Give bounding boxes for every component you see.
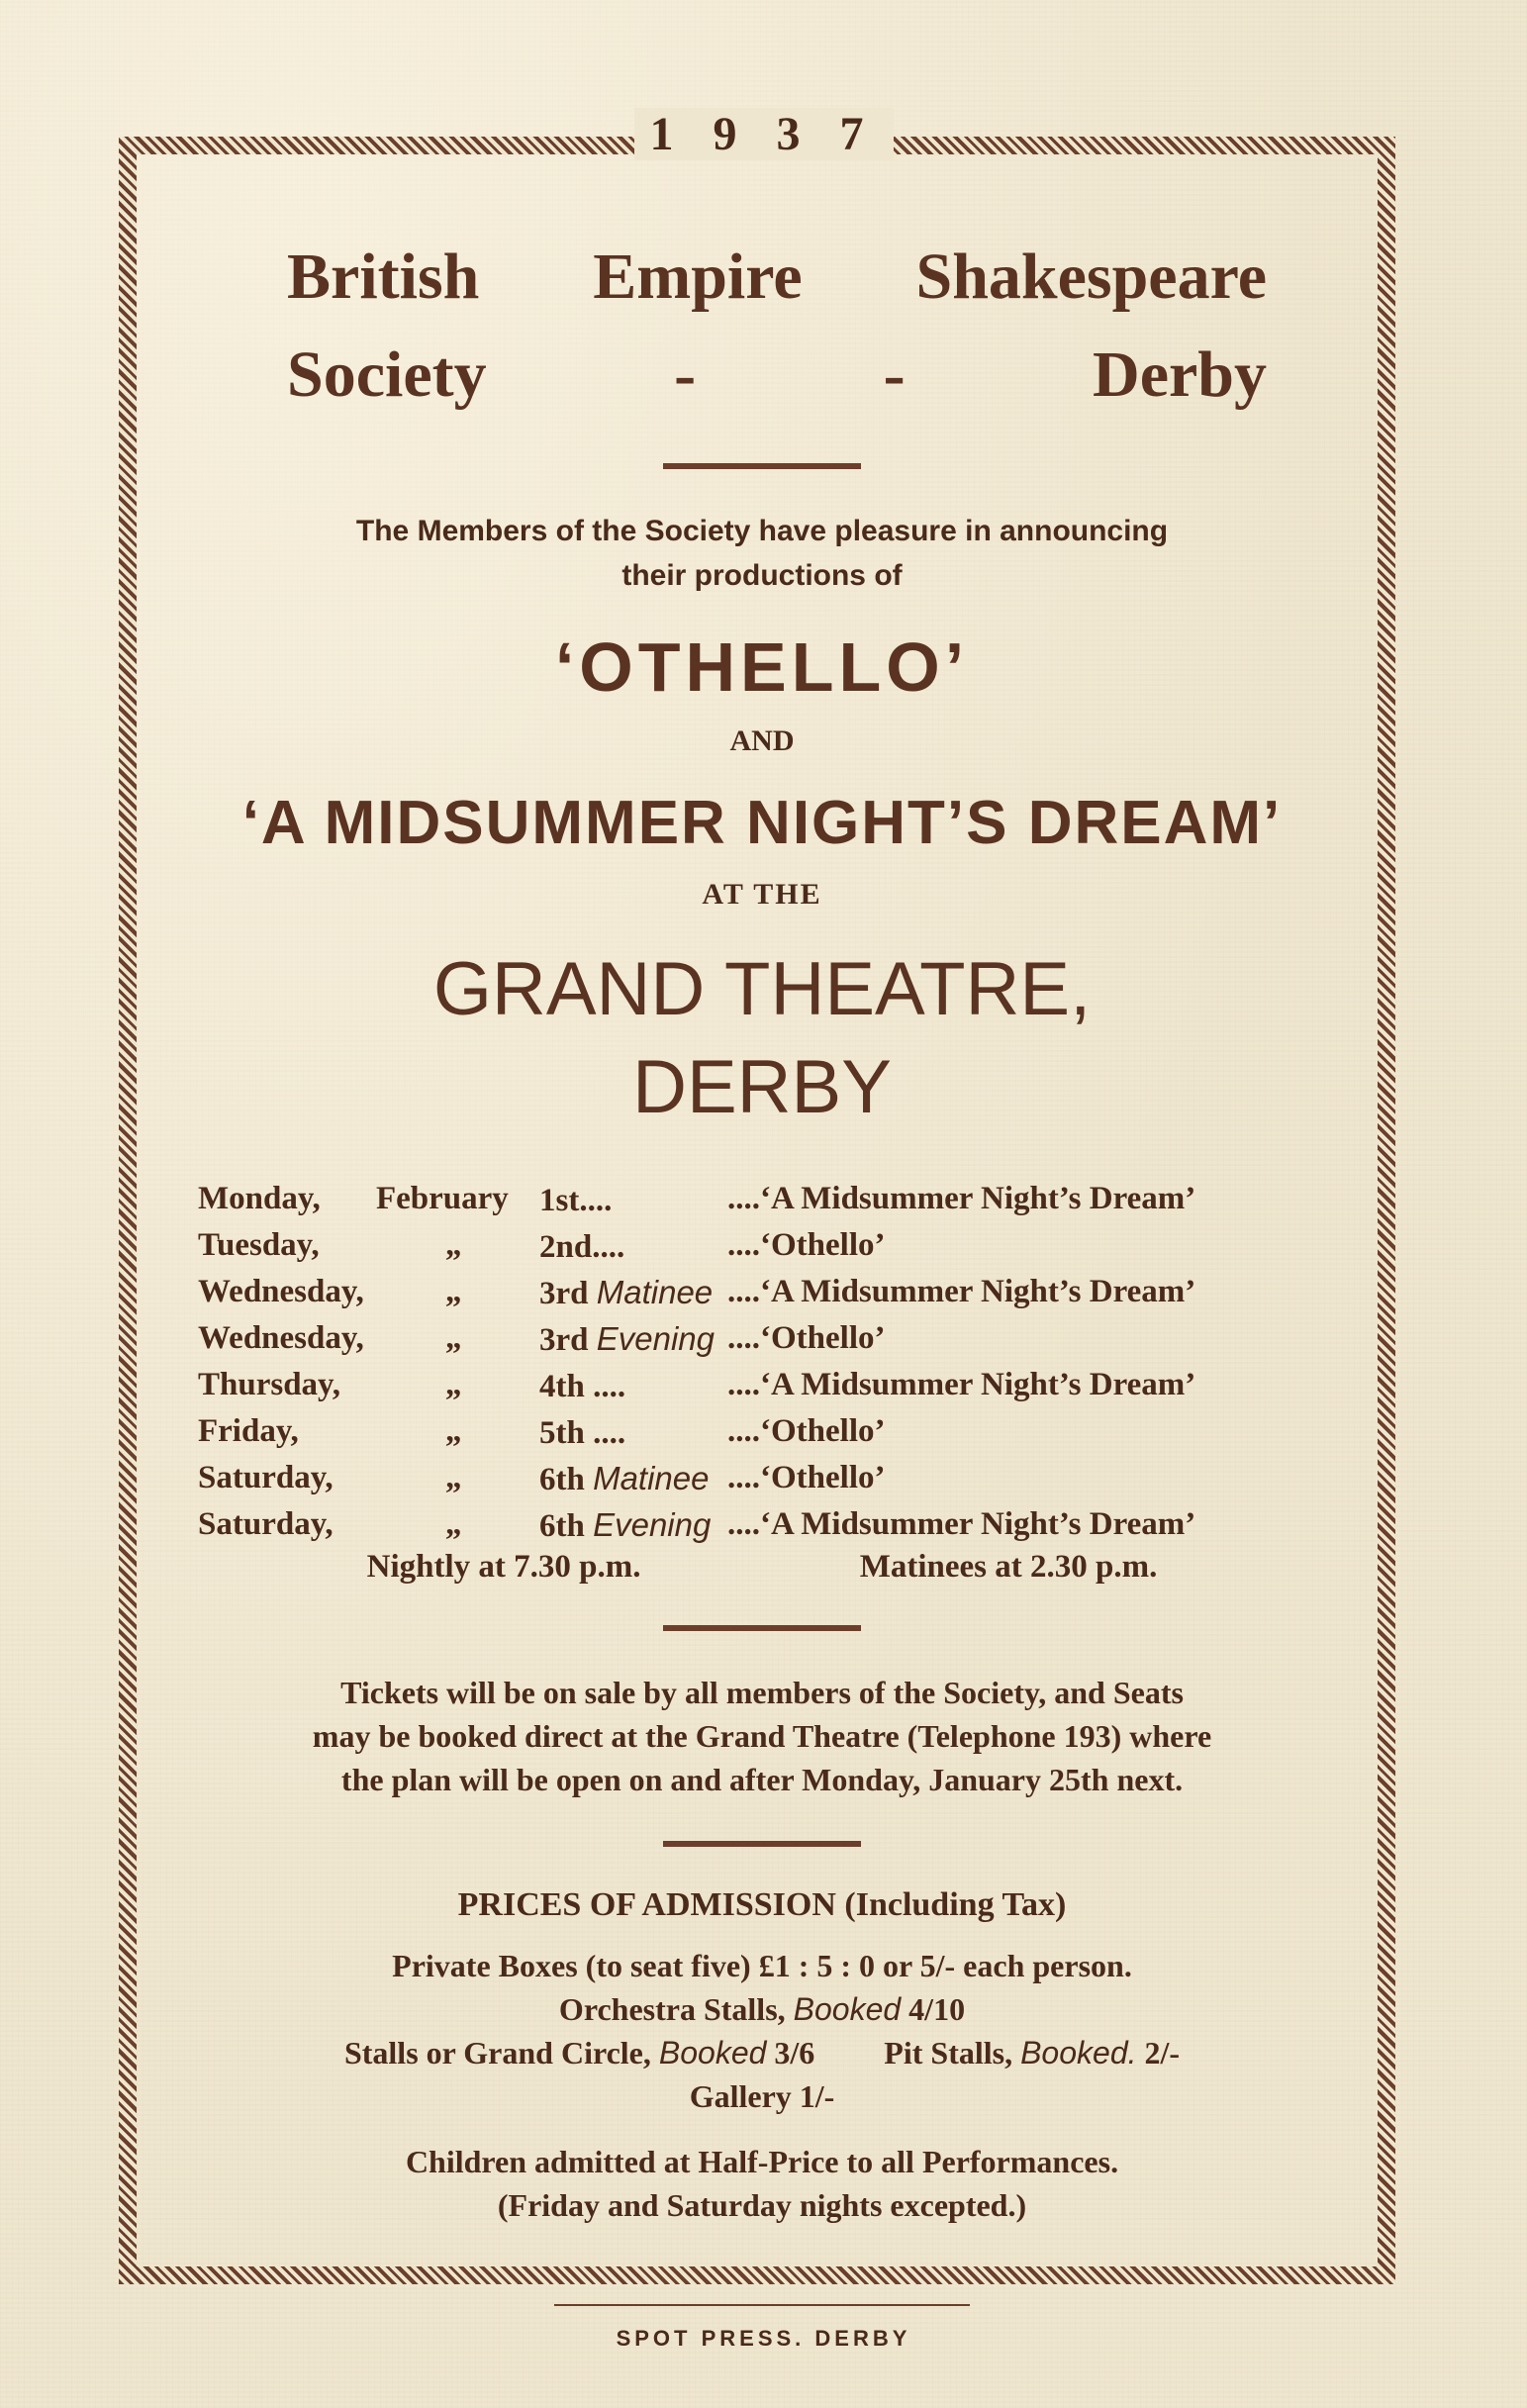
schedule-day: Wednesday,	[198, 1273, 364, 1309]
schedule-month: „	[445, 1505, 462, 1542]
schedule-date: 1st....	[539, 1182, 613, 1218]
year-heading: 1 9 3 7	[0, 107, 1527, 161]
price-boxes: Private Boxes (to seat five) £1 : 5 : 0 or 5/- each person.	[392, 1947, 1132, 1983]
schedule-day: Saturday,	[198, 1459, 334, 1495]
matinee-time: Matinees at 2.30 p.m.	[859, 1548, 1158, 1585]
divider	[663, 463, 861, 469]
title-word: Shakespeare	[915, 241, 1267, 313]
schedule-day: Friday,	[198, 1412, 299, 1449]
schedule-play: ....‘A Midsummer Night’s Dream’	[727, 1505, 1196, 1542]
society-title	[198, 228, 1326, 424]
title-line-1	[198, 228, 1326, 326]
divider	[663, 1625, 861, 1631]
schedule-month: „	[445, 1273, 462, 1309]
schedule-month: „	[445, 1366, 462, 1402]
schedule-month: „	[445, 1459, 462, 1495]
schedule-row	[198, 1223, 1326, 1270]
ticket-info	[198, 1671, 1326, 1801]
price-gallery: Gallery 1/-	[689, 2077, 835, 2114]
theatre-name	[198, 941, 1326, 1137]
schedule-row	[198, 1177, 1326, 1223]
schedule-play: ....‘Othello’	[727, 1226, 886, 1263]
schedule-day: Thursday,	[198, 1366, 340, 1402]
prices-heading: PRICES OF ADMISSION (Including Tax)	[457, 1885, 1067, 1923]
nightly-time: Nightly at 7.30 p.m.	[366, 1548, 641, 1585]
schedule-play: ....‘Othello’	[727, 1459, 886, 1495]
price-orchestra: Orchestra Stalls, Booked 4/10	[558, 1990, 966, 2027]
exception-note: (Friday and Saturday nights excepted.)	[497, 2186, 1027, 2223]
and-label: AND	[729, 724, 795, 757]
price-pit: Pit Stalls, Booked. 2/-	[884, 2034, 1181, 2071]
schedule-day: Tuesday,	[198, 1226, 320, 1263]
performance-times	[198, 1549, 1326, 1586]
theatre-line: DERBY	[632, 1044, 892, 1129]
printer-imprint: SPOT PRESS. DERBY	[616, 2326, 911, 2351]
title-dash: -	[883, 338, 906, 411]
schedule-play: ....‘A Midsummer Night’s Dream’	[727, 1180, 1196, 1216]
schedule-date: 5th ....	[539, 1414, 626, 1451]
announcement-line: The Members of the Society have pleasure in announcing	[355, 515, 1169, 547]
schedule-row	[198, 1270, 1326, 1316]
ticket-line: may be booked direct at the Grand Theatre (Telephone 193) where	[312, 1717, 1212, 1754]
schedule-date: 6th Evening	[539, 1505, 712, 1544]
title-line-2	[198, 326, 1326, 424]
schedule-row	[198, 1456, 1326, 1502]
schedule-play: ....‘Othello’	[727, 1412, 886, 1449]
printer-divider	[554, 2304, 970, 2306]
schedule-row	[198, 1363, 1326, 1409]
title-dash: -	[674, 338, 697, 411]
schedule-month: „	[445, 1319, 462, 1356]
prices-list	[198, 1944, 1326, 2227]
theatre-line: GRAND THEATRE,	[432, 947, 1092, 1031]
schedule-row	[198, 1502, 1326, 1549]
title-word: Derby	[1093, 338, 1267, 411]
schedule-play: ....‘Othello’	[727, 1319, 886, 1356]
schedule-date: 3rd Matinee	[539, 1273, 714, 1311]
announcement	[198, 509, 1326, 598]
announcement-line: their productions of	[621, 559, 903, 592]
schedule-month: „	[445, 1226, 462, 1263]
schedule-month: February	[376, 1180, 509, 1216]
schedule-row	[198, 1316, 1326, 1363]
title-word: Society	[287, 338, 487, 411]
schedule-date: 6th Matinee	[539, 1459, 710, 1497]
poster-content	[198, 228, 1326, 2227]
schedule-day: Monday,	[198, 1180, 321, 1216]
price-stalls: Stalls or Grand Circle, Booked 3/6	[343, 2034, 815, 2071]
title-word: Empire	[593, 241, 803, 313]
children-note: Children admitted at Half-Price to all Performances.	[405, 2143, 1119, 2179]
divider	[663, 1841, 861, 1847]
performance-schedule	[198, 1177, 1326, 1549]
ticket-line: the plan will be open on and after Monday, January 25th next.	[340, 1761, 1184, 1797]
schedule-play: ....‘A Midsummer Night’s Dream’	[727, 1366, 1196, 1402]
schedule-row	[198, 1409, 1326, 1456]
play-title-midsummer: ‘A MIDSUMMER NIGHT’S DREAM’	[241, 789, 1283, 857]
schedule-day: Wednesday,	[198, 1319, 364, 1356]
schedule-day: Saturday,	[198, 1505, 334, 1542]
schedule-play: ....‘A Midsummer Night’s Dream’	[727, 1273, 1196, 1309]
title-word: British	[287, 241, 480, 313]
price-stalls-pit	[198, 2031, 1326, 2074]
schedule-month: „	[445, 1412, 462, 1449]
schedule-date: 4th ....	[539, 1368, 626, 1404]
ticket-line: Tickets will be on sale by all members of the Society, and Seats	[340, 1674, 1184, 1710]
schedule-date: 2nd....	[539, 1228, 625, 1265]
play-title-othello: ‘OTHELLO’	[554, 628, 970, 706]
at-the-label: AT THE	[702, 878, 822, 911]
schedule-date: 3rd Evening	[539, 1319, 716, 1358]
